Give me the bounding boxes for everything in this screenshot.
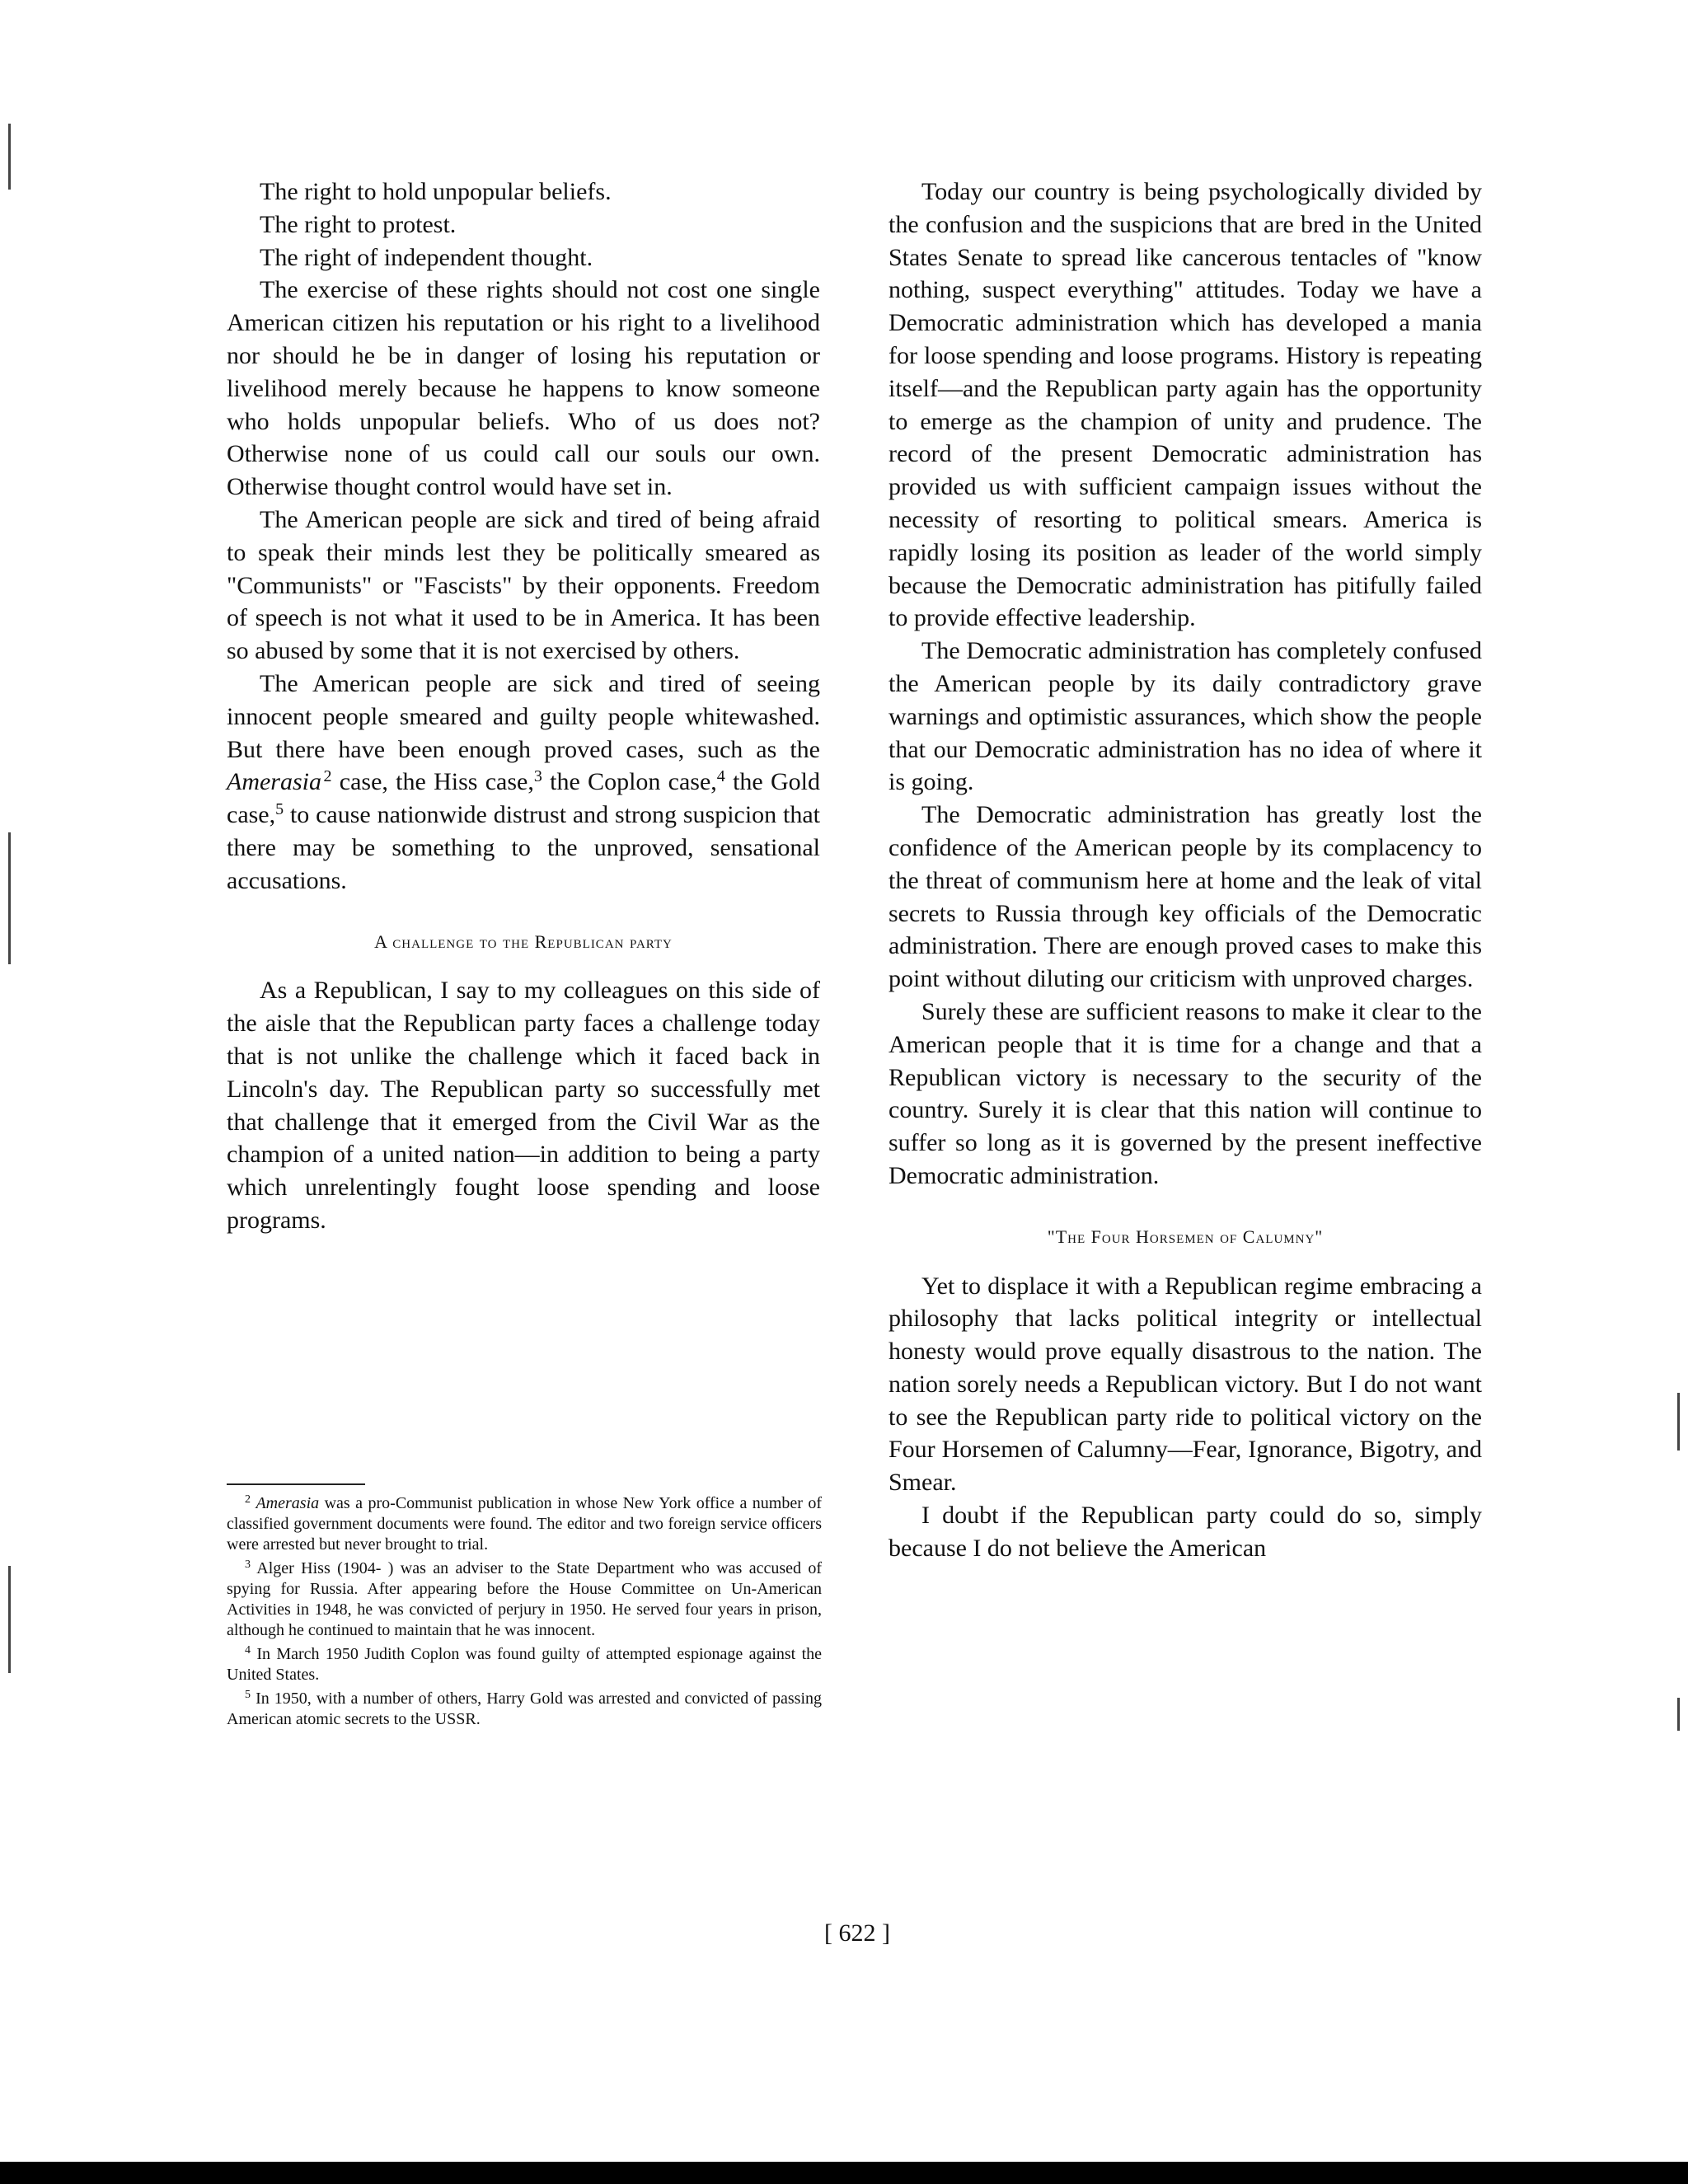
footnote-marker: 5	[245, 1689, 251, 1701]
footnote	[227, 1689, 822, 1730]
page-number: [ 622 ]	[824, 1919, 890, 1947]
scan-edge-mark	[8, 124, 11, 190]
body-paragraph: As a Republican, I say to my colleagues on this side of the aisle that the Republican party faces a challenge today that is not unlike the challenge which it faced back in Lincoln's day. The Republican party so successfully met that challenge that it emerged from the Civil War as the champion of a united nation—in addition to being a party which unrelentingly fought loose spending and loose programs.	[227, 977, 820, 1234]
body-paragraph: The Democratic administration has greatly lost the confidence of the American people by its complacency to the threat of communism here at home and the leak of vital secrets to Russia through key officials of the Democratic administration. There are enough proved cases to make this point without diluting our criticism with unproved charges.	[889, 801, 1482, 993]
section-heading: "The Four Horsemen of Calumny"	[1047, 1226, 1324, 1247]
footnote-marker: 4	[245, 1644, 251, 1657]
scan-bottom-border	[0, 2162, 1688, 2184]
body-paragraph: The right to protest.	[260, 210, 457, 238]
body-paragraph: I doubt if the Republican party could do so, simply because I do not believe the American	[889, 1502, 1482, 1562]
scan-edge-mark	[1677, 1393, 1680, 1451]
footnote	[227, 1644, 822, 1685]
paragraph-text: The American people are sick and tired of seeing innocent people smeared and guilty people whitewashed. But there have been enough proved cases, such as the	[227, 669, 820, 763]
publication-title: Amerasia	[256, 1494, 320, 1512]
footnote-divider	[227, 1483, 365, 1485]
body-paragraph: The American people are sick and tired of being afraid to speak their minds lest they be politically smeared as "Communists" or "Fascists" by their opponents. Freedom of speech is not what it used to be in America. It has been so abused by some that it is not exercised by others.	[227, 505, 820, 665]
body-paragraph: The Democratic administration has completely confused the American people by its daily contradictory grave warnings and optimistic assurances, which show the people that our Democratic administration has no idea of where it is going.	[889, 637, 1482, 796]
footnote-ref-3: 3	[533, 767, 542, 786]
body-paragraph: Today our country is being psychologically divided by the confusion and the suspicions that are bred in the United States Senate to spread like cancerous tentacles of "know nothing, suspect everything" attitudes. Today we have a Democratic administration which has developed a mania for loose spending and loose programs. History is repeating itself—and the Republican party again has the opportunity to emerge as the champion of unity and prudence. The record of the present Democratic administration has provided us with sufficient campaign issues without the necessity of resorting to political smears. America is rapidly losing its position as leader of the world simply because the Democratic administration has pitifully failed to provide effective leadership.	[889, 178, 1482, 632]
paragraph-text: the Coplon case,	[542, 768, 717, 796]
body-paragraph: The exercise of these rights should not cost one single American citizen his reputation or his right to a livelihood nor should he be in danger of losing his reputation or livelihood merely because he happens to know someone who holds unpopular beliefs. Who of us does not? Otherwise none of us could call our souls our own. Otherwise thought control would have set in.	[227, 276, 820, 501]
paragraph-text: case, the Hiss case,	[331, 768, 534, 796]
footnotes	[227, 1483, 822, 1733]
footnote-text: was a pro-Communist publication in whose New York office a number of classified government documents were found. The editor and two foreign service officers were arrested but never brought to trial.	[227, 1494, 822, 1554]
footnote-marker: 2	[245, 1493, 251, 1506]
footnote-ref-2: 2	[323, 767, 332, 786]
footnote-text: In March 1950 Judith Coplon was found guilty of attempted espionage against the United States.	[227, 1645, 823, 1684]
footnote	[227, 1558, 822, 1641]
body-paragraph: Yet to displace it with a Republican regime embracing a philosophy that lacks political integrity or intellectual honesty would prove equally disastrous to the nation. The nation sorely needs a Republican victory. But I do not want to see the Republican party ride to political victory on the Four Horsemen of Calumny—Fear, Ignorance, Bigotry, and Smear.	[889, 1272, 1482, 1497]
footnote-text: In 1950, with a number of others, Harry Gold was arrested and convicted of passing American atomic secrets to the USSR.	[227, 1690, 823, 1728]
footnote	[227, 1493, 822, 1555]
left-column	[227, 176, 820, 1237]
body-paragraph: The right of independent thought.	[260, 243, 593, 271]
paragraph-text: the Gold case,	[227, 768, 820, 829]
footnote-ref-4: 4	[716, 767, 725, 786]
scan-edge-mark	[8, 1566, 11, 1673]
footnote-ref-5: 5	[275, 800, 284, 819]
section-heading: A challenge to the Republican party	[374, 930, 673, 952]
body-paragraph-with-footnote-refs	[227, 668, 820, 898]
paragraph-text: to cause nationwide distrust and strong suspicion that there may be something to the unproved, sensational accusations.	[227, 801, 820, 894]
right-column	[889, 176, 1482, 1565]
body-paragraph: Surely these are sufficient reasons to make it clear to the American people that it is time for a change and that a Republican victory is necessary to the security of the country. Surely it is clear that this nation will continue to suffer so long as it is governed by the present ineffective Democratic administration.	[889, 997, 1482, 1189]
body-paragraph: The right to hold unpopular beliefs.	[260, 178, 612, 205]
footnote-marker: 3	[245, 1558, 251, 1571]
footnote-text: Alger Hiss (1904- ) was an adviser to the State Department who was accused of spying for Russia. After appearing before the House Committee on Un-American Activities in 1948, he was convicted of perjury in 1950. He served four years in prison, although he continued to maintain that he was innocent.	[227, 1559, 822, 1639]
scan-edge-mark	[1677, 1698, 1680, 1731]
scan-edge-mark	[8, 832, 11, 964]
publication-title: Amerasia	[227, 768, 321, 796]
